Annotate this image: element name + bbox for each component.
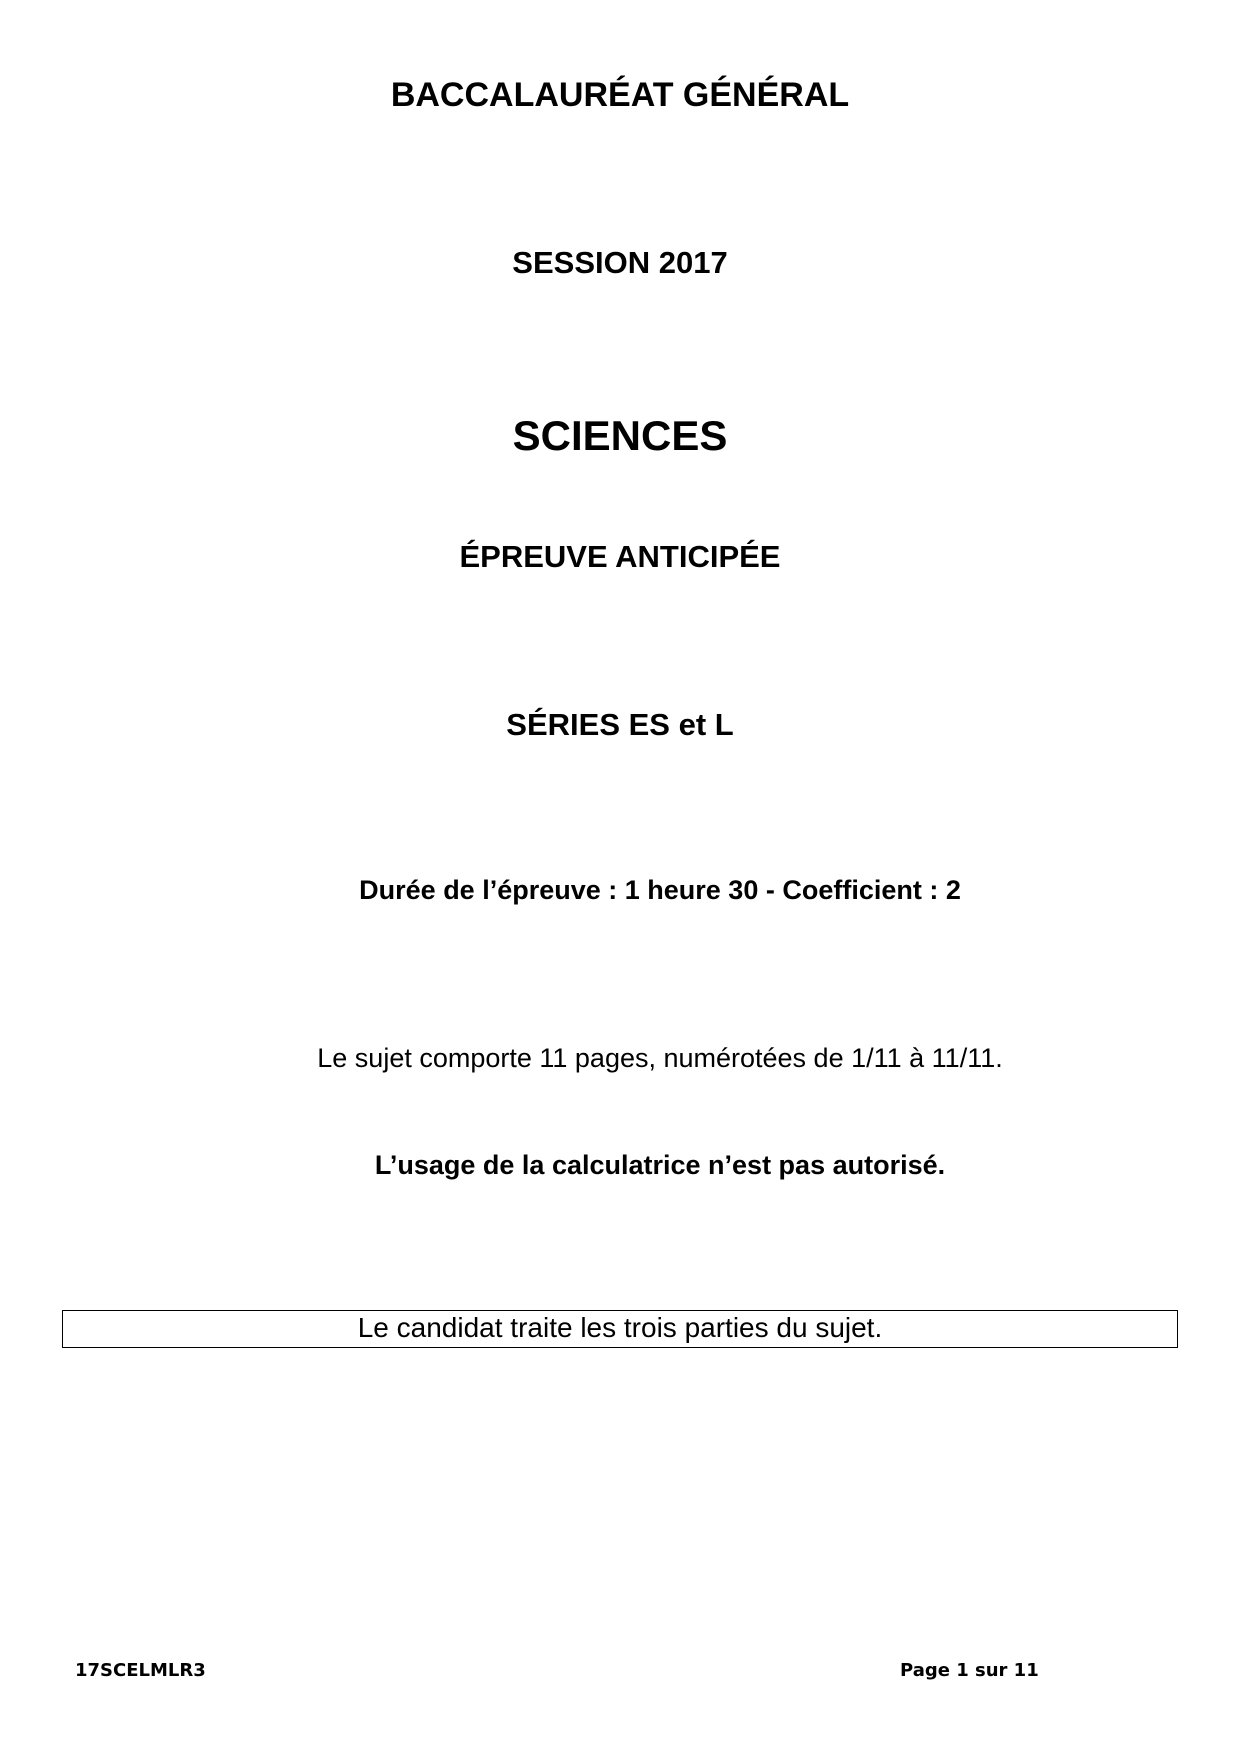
exam-type-title: ÉPREUVE ANTICIPÉE xyxy=(459,539,781,574)
series-title: SÉRIES ES et L xyxy=(506,707,734,742)
footer-page-number: Page 1 sur 11 xyxy=(900,1660,1039,1681)
session-title: SESSION 2017 xyxy=(512,245,728,280)
instruction-box xyxy=(62,1310,1178,1348)
calculator-note-text: L’usage de la calculatrice n’est pas autorisé. xyxy=(374,1150,946,1180)
subject-title: SCIENCES xyxy=(512,412,728,459)
duration-coefficient-text: Durée de l’épreuve : 1 heure 30 - Coefficient : 2 xyxy=(359,875,961,905)
footer-code: 17SCELMLR3 xyxy=(75,1660,206,1681)
pages-note-text: Le sujet comporte 11 pages, numérotées de 1/11 à 11/11. xyxy=(317,1043,1003,1073)
exam-title: BACCALAURÉAT GÉNÉRAL xyxy=(390,76,850,114)
instruction-text: Le candidat traite les trois parties du sujet. xyxy=(357,1312,883,1343)
